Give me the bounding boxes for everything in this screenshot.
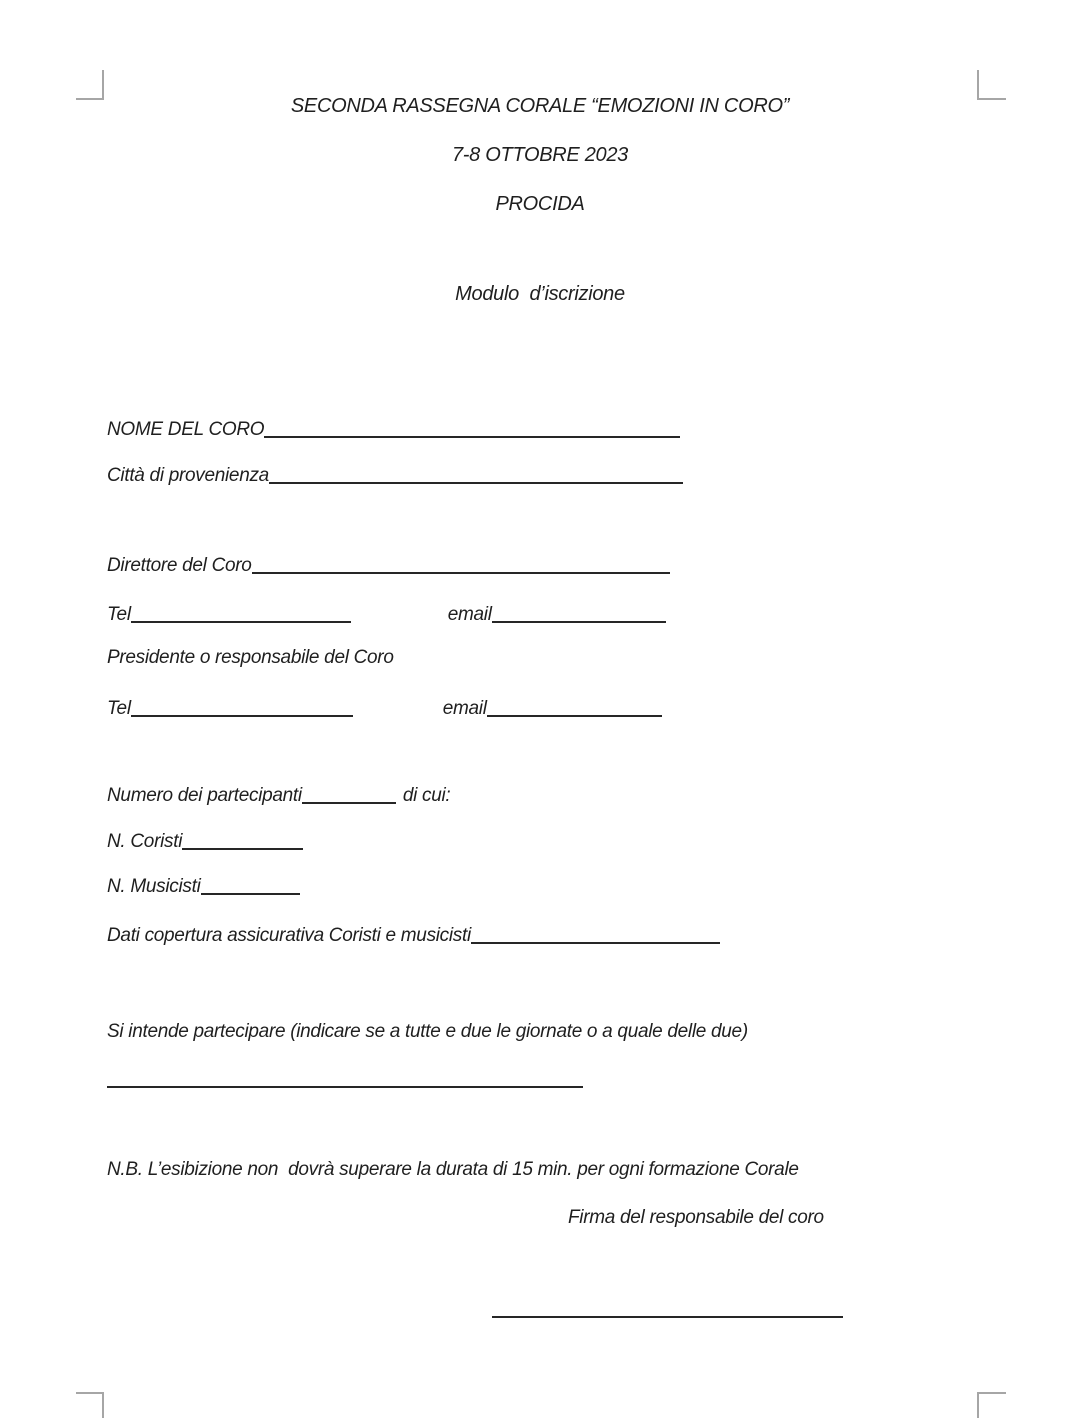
field-choristers [107,830,303,854]
field-participants [107,784,450,808]
president-label: Presidente o responsabile del Coro [107,647,394,668]
form-title [0,281,1080,307]
president-tel-label: Tel [107,698,131,719]
participation-label: Si intende partecipare (indicare se a tutte e due le giornate o a quale delle due) [107,1021,748,1042]
city-label: Città di provenienza [107,465,269,486]
director-blank-line [252,572,670,574]
form-title-text: Modulo d’iscrizione [455,283,625,305]
president-tel-blank-line [131,715,353,717]
field-director [107,554,670,578]
participation-heading [107,1020,748,1044]
page-title-text: SECONDA RASSEGNA CORALE “EMOZIONI IN CORO” [290,95,790,117]
signature-blank-line [492,1316,843,1318]
choir-name-label: NOME DEL CORO [107,419,265,440]
participation-blank-line [107,1086,583,1088]
participants-suffix: di cui: [402,785,451,806]
director-tel-label: Tel [107,604,131,625]
field-director-tel-email [107,603,666,627]
musicians-blank-line [201,893,300,895]
field-insurance [107,924,720,948]
event-location [0,191,1080,217]
event-date [0,142,1080,168]
choristers-blank-line [182,848,303,850]
participants-blank-line [302,802,396,804]
crop-mark-bottom-left [76,1392,104,1418]
musicians-label: N. Musicisti [107,876,201,897]
event-location-text: PROCIDA [495,193,585,215]
signature-label: Firma del responsabile del coro [568,1207,824,1228]
president-email-label: email [442,698,487,719]
note-text: N.B. L’esibizione non dovrà superare la durata di 15 min. per ogni formazione Corale [107,1159,799,1180]
event-date-text: 7-8 OTTOBRE 2023 [451,144,629,166]
choir-name-blank-line [264,436,680,438]
field-president-tel-email [107,697,662,721]
director-tel-blank-line [131,621,351,623]
signature-heading [568,1206,824,1230]
field-musicians [107,875,300,899]
participants-label: Numero dei partecipanti [107,785,302,806]
crop-mark-bottom-right [977,1392,1006,1418]
president-heading [107,646,394,670]
field-city [107,464,683,488]
choristers-label: N. Coristi [107,831,183,852]
insurance-blank-line [471,942,720,944]
note-line [107,1158,799,1182]
page-title [0,93,1080,119]
insurance-label: Dati copertura assicurativa Coristi e musicisti [107,925,471,946]
president-email-blank-line [487,715,662,717]
field-choir-name [107,418,680,442]
city-blank-line [269,482,683,484]
director-email-label: email [447,604,492,625]
director-label: Direttore del Coro [107,555,252,576]
director-email-blank-line [492,621,666,623]
